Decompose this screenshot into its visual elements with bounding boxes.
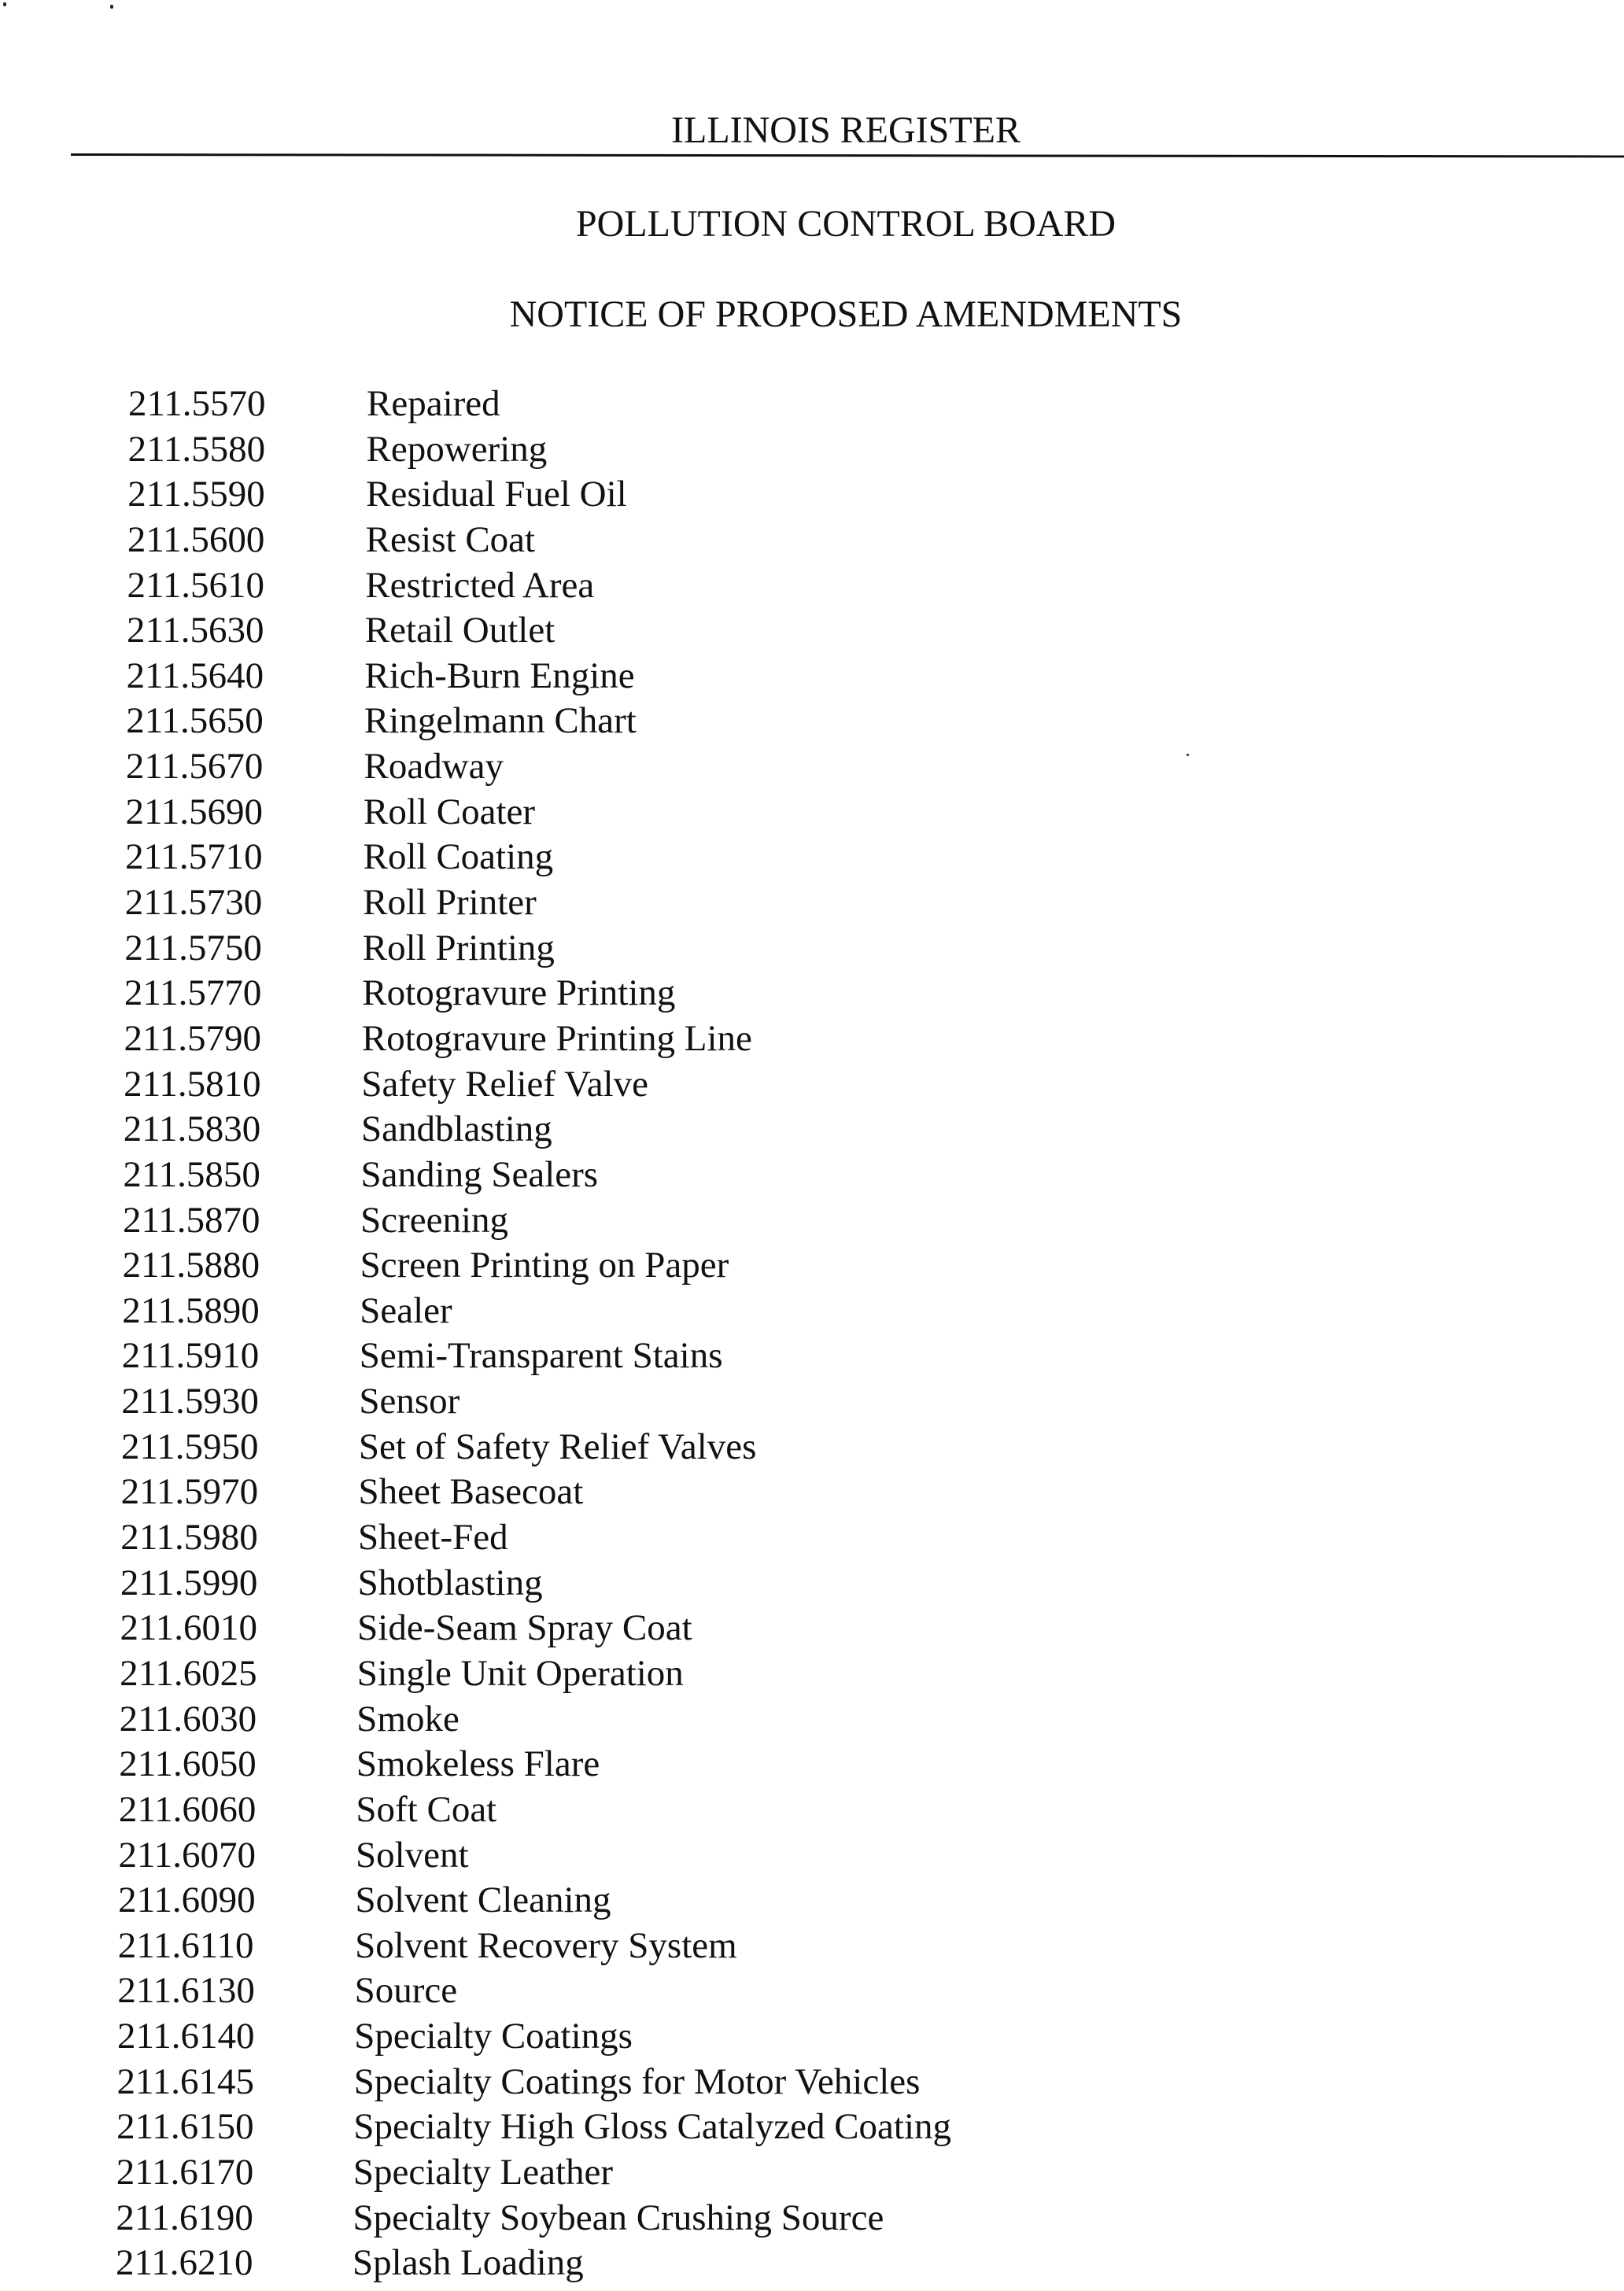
section-row: [0, 518, 1624, 563]
section-row: [0, 926, 1624, 972]
section-row: [0, 1787, 1624, 1833]
section-term: Safety Relief Valve: [361, 1063, 648, 1105]
section-number: 211.5730: [124, 882, 263, 924]
section-number: 211.5570: [128, 383, 266, 424]
section-number: 211.6140: [116, 2016, 255, 2057]
section-term: Retail Outlet: [364, 610, 555, 651]
section-row: [0, 2014, 1624, 2060]
section-row: [0, 1515, 1624, 1561]
section-row: [0, 1878, 1624, 1924]
section-row: [0, 790, 1624, 836]
section-number: 211.5990: [120, 1562, 258, 1603]
section-term: Screen Printing on Paper: [360, 1245, 729, 1286]
section-number: 211.6030: [119, 1698, 257, 1739]
section-row: [0, 835, 1624, 880]
section-row: [0, 1334, 1624, 1379]
section-row: [0, 1153, 1624, 1198]
section-number: 211.5710: [125, 836, 263, 878]
section-term: Side-Seam Spray Coat: [357, 1607, 692, 1649]
section-term: Resist Coat: [365, 518, 536, 560]
section-term: Sanding Sealers: [360, 1153, 599, 1195]
section-term: Roadway: [364, 746, 504, 788]
section-row: [0, 2105, 1624, 2150]
section-row: [0, 1425, 1624, 1470]
section-term: Residual Fuel Oil: [366, 474, 627, 515]
section-row: [0, 608, 1624, 654]
section-number: 211.5790: [124, 1017, 262, 1059]
section-term: Rich-Burn Engine: [364, 655, 635, 696]
section-row: [0, 1651, 1624, 1697]
section-number: 211.5810: [124, 1063, 261, 1105]
section-row: [0, 880, 1624, 926]
section-number: 211.6145: [116, 2060, 255, 2102]
section-row: [0, 744, 1624, 790]
section-term: Source: [354, 1970, 458, 2012]
section-number: 211.5980: [120, 1517, 258, 1559]
section-list: [0, 382, 1624, 2286]
section-row: [0, 1470, 1624, 1515]
section-term: Specialty Coatings for Motor Vehicles: [353, 2060, 921, 2102]
board-title: POLLUTION CONTROL BOARD: [575, 203, 1116, 245]
section-row: [0, 1833, 1624, 1879]
scan-speck: [3, 2, 6, 6]
section-number: 211.5630: [127, 610, 264, 651]
section-row: [0, 1697, 1624, 1743]
section-number: 211.6150: [116, 2106, 254, 2148]
header-rule: [71, 153, 1624, 157]
section-term: Single Unit Operation: [356, 1652, 684, 1694]
section-number: 211.5690: [125, 791, 263, 832]
section-number: 211.5590: [127, 474, 265, 515]
section-term: Roll Printer: [363, 882, 537, 924]
section-term: Solvent Cleaning: [355, 1880, 611, 1921]
section-row: [0, 1968, 1624, 2014]
section-term: Ringelmann Chart: [364, 700, 637, 742]
section-row: [0, 1198, 1624, 1244]
section-row: [0, 1062, 1624, 1108]
section-term: Sensor: [359, 1381, 460, 1422]
section-term: Soft Coat: [356, 1788, 497, 1830]
section-number: 211.6110: [117, 1924, 254, 1966]
scan-speck: [110, 5, 113, 9]
section-number: 211.5670: [125, 746, 264, 788]
section-number: 211.6210: [116, 2242, 253, 2284]
section-number: 211.5930: [121, 1381, 259, 1422]
section-term: Repowering: [366, 428, 548, 470]
section-term: Smoke: [356, 1698, 460, 1739]
section-number: 211.5600: [127, 518, 265, 560]
section-term: Splash Loading: [352, 2242, 584, 2284]
section-number: 211.5850: [123, 1153, 260, 1195]
section-term: Roll Printing: [362, 927, 555, 968]
section-term: Restricted Area: [365, 564, 595, 606]
section-number: 211.6170: [116, 2151, 254, 2193]
section-term: Semi-Transparent Stains: [359, 1335, 723, 1377]
section-row: [0, 654, 1624, 699]
register-title: ILLINOIS REGISTER: [671, 109, 1021, 151]
section-row: [0, 2196, 1624, 2241]
section-number: 211.5830: [123, 1109, 261, 1150]
section-row: [0, 1924, 1624, 1969]
section-row: [0, 2060, 1624, 2105]
section-number: 211.5970: [120, 1471, 259, 1513]
section-row: [0, 1243, 1624, 1289]
section-term: Specialty High Gloss Catalyzed Coating: [353, 2106, 952, 2148]
section-row: [0, 1289, 1624, 1334]
section-number: 211.6090: [118, 1880, 256, 1921]
section-row: [0, 2150, 1624, 2196]
section-number: 211.6050: [119, 1743, 257, 1785]
section-number: 211.5910: [121, 1335, 260, 1377]
section-number: 211.5950: [121, 1426, 259, 1467]
section-number: 211.5640: [126, 655, 264, 696]
section-row: [0, 1606, 1624, 1651]
section-term: Roll Coater: [364, 791, 536, 832]
section-number: 211.5750: [124, 927, 262, 968]
section-term: Repaired: [367, 383, 500, 424]
section-row: [0, 1107, 1624, 1153]
section-row: [0, 699, 1624, 744]
section-number: 211.6190: [116, 2197, 253, 2238]
section-row: [0, 1379, 1624, 1425]
section-number: 211.5880: [122, 1245, 260, 1286]
section-row: [0, 472, 1624, 518]
section-number: 211.5610: [127, 564, 264, 606]
section-term: Shotblasting: [357, 1562, 543, 1603]
section-number: 211.6070: [118, 1834, 257, 1876]
section-row: [0, 1016, 1624, 1062]
section-term: Roll Coating: [363, 836, 554, 878]
section-term: Solvent: [355, 1834, 469, 1876]
section-number: 211.5870: [122, 1199, 260, 1241]
section-number: 211.6025: [120, 1652, 257, 1694]
section-row: [0, 2241, 1624, 2286]
section-row: [0, 1742, 1624, 1787]
section-row: [0, 563, 1624, 609]
section-number: 211.5650: [126, 700, 264, 742]
section-row: [0, 971, 1624, 1016]
section-term: Screening: [360, 1199, 509, 1241]
section-row: [0, 382, 1624, 427]
section-term: Specialty Soybean Crushing Source: [352, 2197, 884, 2238]
section-term: Sealer: [360, 1289, 452, 1331]
section-number: 211.6010: [120, 1607, 257, 1649]
section-number: 211.6130: [117, 1970, 255, 2012]
section-term: Specialty Leather: [352, 2151, 614, 2193]
section-term: Sheet-Fed: [358, 1517, 508, 1559]
section-term: Rotogravure Printing Line: [361, 1017, 752, 1059]
section-number: 211.5580: [127, 428, 266, 470]
section-term: Smokeless Flare: [356, 1743, 600, 1785]
section-term: Sandblasting: [360, 1109, 552, 1150]
section-row: [0, 1561, 1624, 1607]
section-row: [0, 427, 1624, 473]
section-term: Solvent Recovery System: [355, 1924, 737, 1966]
section-term: Specialty Coatings: [354, 2016, 633, 2057]
section-term: Sheet Basecoat: [358, 1471, 584, 1513]
section-term: Set of Safety Relief Valves: [358, 1426, 757, 1467]
section-number: 211.6060: [118, 1788, 257, 1830]
section-number: 211.5770: [124, 972, 262, 1014]
section-number: 211.5890: [122, 1289, 260, 1331]
notice-title: NOTICE OF PROPOSED AMENDMENTS: [509, 293, 1183, 335]
section-term: Rotogravure Printing: [362, 972, 676, 1014]
